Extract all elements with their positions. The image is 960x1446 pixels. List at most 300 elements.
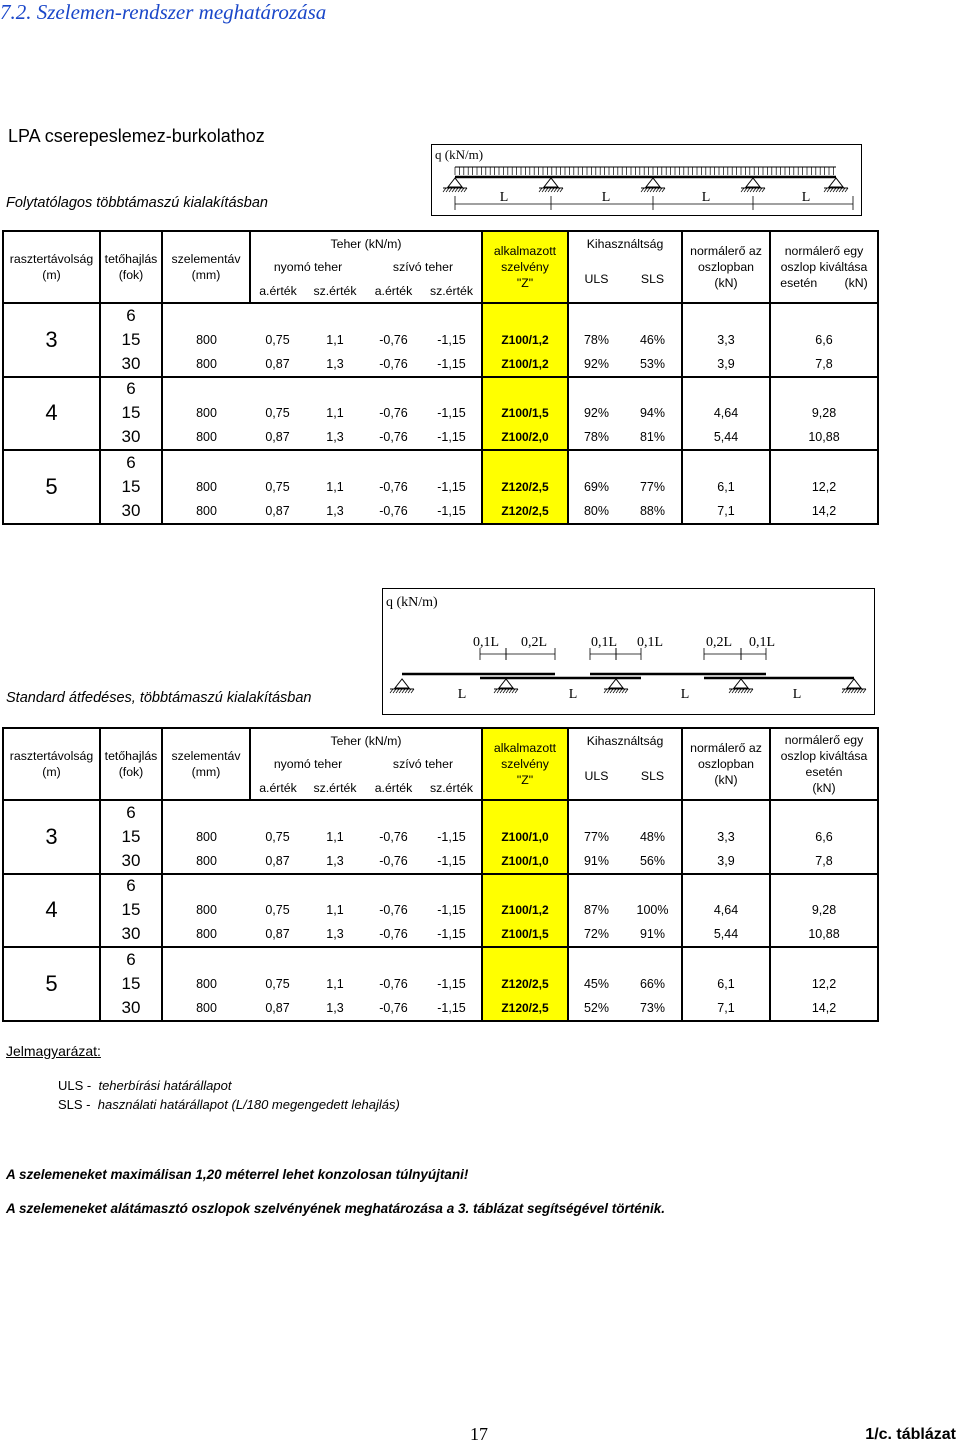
- cell-s1: 1,1: [326, 829, 344, 844]
- cell-n2: 10,88: [770, 923, 878, 948]
- overlap-label: 0,1L: [472, 635, 500, 650]
- support-hatch: [747, 689, 750, 693]
- cell-s2: -1,15: [422, 352, 482, 377]
- header-raster: rasztertávolság (m): [3, 231, 100, 303]
- slope-value: 6: [126, 876, 136, 896]
- support-hatch: [735, 689, 738, 693]
- cell-span: [162, 450, 250, 475]
- slope-value: 15: [121, 329, 141, 349]
- purlin-table-continuous: [2, 230, 879, 525]
- support-hatch: [604, 689, 607, 693]
- cell-span: [162, 947, 250, 972]
- support-hatch: [656, 188, 659, 192]
- support-hatch: [750, 188, 753, 192]
- header-profile: alkalmazott szelvény "Z": [482, 728, 568, 800]
- slope-value: 6: [126, 305, 136, 325]
- distributed-load-arrows: [455, 167, 836, 177]
- support-hatch: [848, 689, 851, 693]
- support-hatch: [732, 689, 735, 693]
- cell-z: Z120/2,5: [482, 972, 568, 997]
- cell-z: Z120/2,5: [482, 475, 568, 500]
- slope-value: 30: [100, 923, 162, 948]
- support-hatch: [762, 188, 765, 192]
- support-hatch: [512, 689, 515, 693]
- cell-a2: -0,76: [379, 406, 408, 421]
- support-hatch: [863, 689, 866, 693]
- cell-a2: -0,76: [365, 426, 422, 451]
- cell-n1: [682, 377, 770, 402]
- cell-uls: 78%: [568, 426, 624, 451]
- support-hatch: [851, 689, 854, 693]
- cell-a2: [365, 800, 422, 825]
- support-hatch: [554, 188, 557, 192]
- header-a-value: a.érték: [250, 279, 305, 303]
- support-triangle: [544, 178, 558, 187]
- cell-uls: [568, 874, 624, 899]
- support-hatch: [405, 689, 408, 693]
- header-uls: ULS: [568, 255, 624, 303]
- raster-value: 3: [3, 800, 100, 874]
- overlap-label: 0,1L: [636, 635, 664, 650]
- cell-a1: 0,75: [265, 976, 290, 991]
- header-raster: rasztertávolság (m): [3, 728, 100, 800]
- cell-a1: 0,87: [250, 499, 305, 524]
- support-hatch: [842, 188, 845, 192]
- span-label: L: [568, 687, 578, 702]
- cell-span: [162, 377, 250, 402]
- support-hatch: [464, 188, 467, 192]
- cell-z: [482, 303, 568, 328]
- table-row: [3, 475, 878, 500]
- cell-s2: [422, 800, 482, 825]
- cell-n2: [770, 450, 878, 475]
- header-normal-force-replace: normálerő egy oszlop kiváltása esetén (kN): [770, 728, 878, 800]
- support-hatch: [622, 689, 625, 693]
- span-label: L: [457, 687, 467, 702]
- overlap-label: 0,2L: [705, 635, 733, 650]
- support-hatch: [500, 689, 503, 693]
- cell-a2: -0,76: [365, 996, 422, 1021]
- cell-a2: -0,76: [379, 332, 408, 347]
- overlap-label: 0,2L: [520, 635, 548, 650]
- header-normal-force-replace: normálerő egy oszlop kiváltása esetén (kN): [770, 231, 878, 303]
- overlap-label: 0,1L: [748, 635, 776, 650]
- slope-value: 15: [121, 476, 141, 496]
- support-hatch: [747, 188, 750, 192]
- support-hatch: [842, 689, 845, 693]
- cell-a1: 0,75: [265, 406, 290, 421]
- cell-n2: 7,8: [770, 352, 878, 377]
- header-load: Teher (kN/m): [250, 231, 482, 255]
- cell-z: Z100/1,5: [482, 923, 568, 948]
- cell-z: [482, 377, 568, 402]
- cell-uls: 91%: [568, 849, 624, 874]
- support-hatch: [744, 188, 747, 192]
- support-hatch: [830, 188, 833, 192]
- cell-uls: [568, 800, 624, 825]
- cell-z: Z100/2,0: [482, 426, 568, 451]
- slope-value: 6: [126, 949, 136, 969]
- support-hatch: [744, 689, 747, 693]
- header-a-value: a.érték: [365, 279, 422, 303]
- cell-sls: 81%: [624, 426, 682, 451]
- cell-a1: 0,87: [250, 849, 305, 874]
- header-span: szelementáv (mm): [162, 231, 250, 303]
- header-normal-force: normálerő az oszlopban (kN): [682, 728, 770, 800]
- support-hatch: [641, 188, 644, 192]
- header-uls: ULS: [568, 752, 624, 800]
- cell-uls: [568, 303, 624, 328]
- cell-a1: 0,75: [265, 332, 290, 347]
- cell-a1: [250, 377, 305, 402]
- cell-s2: -1,15: [422, 923, 482, 948]
- section1-label: Folytatólagos többtámaszú kialakításban: [6, 195, 268, 211]
- raster-value: 3: [3, 303, 100, 377]
- support-triangle: [646, 178, 660, 187]
- cell-z: [482, 947, 568, 972]
- cell-n2: 9,28: [770, 401, 878, 426]
- cell-sls: 56%: [624, 849, 682, 874]
- cell-s2: [422, 874, 482, 899]
- cell-n1: [682, 947, 770, 972]
- cell-a2: -0,76: [365, 352, 422, 377]
- support-triangle: [609, 679, 623, 688]
- cell-a2: -0,76: [365, 849, 422, 874]
- cell-span: 800: [162, 898, 250, 923]
- support-hatch: [449, 188, 452, 192]
- cell-a2: [365, 874, 422, 899]
- cell-s2: -1,15: [422, 401, 482, 426]
- cell-n2: 7,8: [770, 849, 878, 874]
- support-hatch: [506, 689, 509, 693]
- support-hatch: [741, 188, 744, 192]
- cell-z: Z100/1,2: [482, 352, 568, 377]
- table-row: [3, 352, 878, 377]
- cell-n2: 10,88: [770, 426, 878, 451]
- cell-n2: [770, 377, 878, 402]
- cell-s1: 1,3: [305, 923, 365, 948]
- support-hatch: [411, 689, 414, 693]
- support-hatch: [408, 689, 411, 693]
- cell-a2: -0,76: [379, 479, 408, 494]
- cell-n2: 14,2: [770, 499, 878, 524]
- slope-value: 6: [126, 452, 136, 472]
- header-compressive: nyomó teher: [273, 757, 343, 771]
- support-hatch: [607, 689, 610, 693]
- cell-s2: -1,15: [422, 825, 482, 850]
- cell-n1: 6,1: [682, 972, 770, 997]
- span-label: L: [792, 687, 802, 702]
- slope-value: 6: [126, 379, 136, 399]
- support-hatch: [824, 188, 827, 192]
- support-hatch: [845, 689, 848, 693]
- cell-n2: 6,6: [770, 825, 878, 850]
- cell-span: [162, 874, 250, 899]
- slope-value: 15: [121, 403, 141, 423]
- cell-z: Z100/1,2: [482, 898, 568, 923]
- support-hatch: [509, 689, 512, 693]
- cell-sls: 53%: [624, 352, 682, 377]
- support-hatch: [396, 689, 399, 693]
- document-subtitle: LPA cserepeslemez-burkolathoz: [8, 126, 265, 146]
- support-hatch: [455, 188, 458, 192]
- cell-sls: 73%: [624, 996, 682, 1021]
- table-row: [3, 825, 878, 850]
- cell-uls: 78%: [583, 332, 610, 347]
- cell-z: Z100/1,0: [482, 849, 568, 874]
- cell-n1: 4,64: [682, 401, 770, 426]
- cell-z: Z120/2,5: [482, 996, 568, 1021]
- raster-value: 5: [3, 450, 100, 524]
- support-hatch: [650, 188, 653, 192]
- cell-uls: 92%: [568, 352, 624, 377]
- header-sls: SLS: [624, 255, 682, 303]
- support-hatch: [833, 188, 836, 192]
- cell-z: Z100/1,5: [482, 401, 568, 426]
- cell-span: 800: [162, 475, 250, 500]
- cell-a1: [250, 800, 305, 825]
- support-hatch: [494, 689, 497, 693]
- header-span: szelementáv (mm): [162, 728, 250, 800]
- legend-item-uls: ULS - teherbírási határállapot: [58, 1078, 232, 1093]
- cell-s1: 1,1: [326, 406, 344, 421]
- support-hatch: [616, 689, 619, 693]
- support-hatch: [402, 689, 405, 693]
- cell-s1: [305, 874, 365, 899]
- cell-span: 800: [162, 499, 250, 524]
- cell-s2: [422, 303, 482, 328]
- cell-n1: 7,1: [682, 499, 770, 524]
- support-hatch: [860, 689, 863, 693]
- cell-n2: [770, 800, 878, 825]
- cell-span: 800: [162, 849, 250, 874]
- cell-s1: [305, 800, 365, 825]
- support-hatch: [845, 188, 848, 192]
- header-utilization: Kihasználtság: [568, 231, 682, 255]
- cell-uls: 72%: [568, 923, 624, 948]
- support-hatch: [750, 689, 753, 693]
- header-suction: szívó teher: [365, 752, 482, 776]
- support-hatch: [659, 188, 662, 192]
- diagram2-load-label: q (kN/m): [386, 595, 438, 610]
- cell-s2: [422, 450, 482, 475]
- cell-s2: -1,15: [422, 898, 482, 923]
- cell-a2: -0,76: [379, 903, 408, 918]
- support-triangle: [847, 679, 861, 688]
- span-label: L: [499, 190, 509, 205]
- support-triangle: [829, 178, 843, 187]
- cell-n1: 3,9: [682, 849, 770, 874]
- support-hatch: [854, 689, 857, 693]
- support-hatch: [545, 188, 548, 192]
- cell-span: 800: [162, 401, 250, 426]
- cell-a1: 0,75: [265, 479, 290, 494]
- cell-s1: 1,3: [305, 996, 365, 1021]
- span-label: L: [801, 190, 811, 205]
- header-normal-force: normálerő az oszlopban (kN): [682, 231, 770, 303]
- cell-sls: 48%: [624, 825, 682, 850]
- support-hatch: [458, 188, 461, 192]
- support-hatch: [443, 188, 446, 192]
- table-row: [3, 303, 878, 328]
- span-dimension-line: [455, 196, 853, 210]
- cell-s1: 1,3: [305, 849, 365, 874]
- cell-s2: -1,15: [422, 426, 482, 451]
- page-title: 7.2. Szelemen-rendszer meghatározása: [0, 0, 327, 24]
- cell-a1: [250, 874, 305, 899]
- cell-a1: 0,87: [250, 426, 305, 451]
- cell-a2: [365, 450, 422, 475]
- cell-s1: 1,3: [305, 426, 365, 451]
- header-utilization: Kihasználtság: [568, 728, 682, 752]
- header-suction: szívó teher: [365, 255, 482, 279]
- raster-value: 5: [3, 947, 100, 1021]
- cell-n1: 4,64: [682, 898, 770, 923]
- support-triangle: [499, 679, 513, 688]
- cell-n1: [682, 303, 770, 328]
- support-hatch: [857, 689, 860, 693]
- support-hatch: [613, 689, 616, 693]
- cell-s2: -1,15: [422, 475, 482, 500]
- header-sz-value: sz.érték: [422, 279, 482, 303]
- cell-n1: 3,3: [682, 328, 770, 353]
- cell-a1: [250, 947, 305, 972]
- support-hatch: [610, 689, 613, 693]
- header-a-value: a.érték: [365, 776, 422, 800]
- cell-z: Z100/1,2: [482, 328, 568, 353]
- cell-a1: 0,87: [250, 923, 305, 948]
- support-hatch: [390, 689, 393, 693]
- cell-uls: 45%: [583, 976, 610, 991]
- support-hatch: [452, 188, 455, 192]
- table-row: [3, 377, 878, 402]
- header-a-value: a.érték: [250, 776, 305, 800]
- cell-n1: 5,44: [682, 923, 770, 948]
- cell-sls: [624, 947, 682, 972]
- table-row: [3, 923, 878, 948]
- table-row: [3, 947, 878, 972]
- cell-n2: [770, 947, 878, 972]
- table-row: [3, 996, 878, 1021]
- cell-a2: [365, 377, 422, 402]
- cell-n1: [682, 450, 770, 475]
- support-hatch: [560, 188, 563, 192]
- table-row: [3, 898, 878, 923]
- table-row: [3, 874, 878, 899]
- cell-uls: 87%: [583, 903, 610, 918]
- cell-n1: 3,3: [682, 825, 770, 850]
- table-row: [3, 849, 878, 874]
- cell-s2: -1,15: [422, 499, 482, 524]
- support-hatch: [647, 188, 650, 192]
- header-sz-value: sz.érték: [305, 776, 365, 800]
- cell-uls: [568, 377, 624, 402]
- cell-sls: [624, 800, 682, 825]
- support-hatch: [399, 689, 402, 693]
- cell-a1: [250, 303, 305, 328]
- header-profile: alkalmazott szelvény "Z": [482, 231, 568, 303]
- cell-uls: 52%: [568, 996, 624, 1021]
- cell-s2: [422, 377, 482, 402]
- cell-s1: 1,3: [305, 499, 365, 524]
- cell-sls: 46%: [624, 328, 682, 353]
- cell-uls: 69%: [583, 479, 610, 494]
- header-load: Teher (kN/m): [250, 728, 482, 752]
- cell-uls: 80%: [568, 499, 624, 524]
- header-sz-value: sz.érték: [422, 776, 482, 800]
- cell-a1: 0,87: [250, 996, 305, 1021]
- span-label: L: [701, 190, 711, 205]
- continuous-beam-diagram: [431, 144, 863, 217]
- cell-s1: [305, 303, 365, 328]
- support-triangle: [448, 178, 462, 187]
- legend-item-sls: SLS - használati határállapot (L/180 megengedett lehajlás): [58, 1097, 400, 1112]
- support-hatch: [836, 188, 839, 192]
- cell-s1: 1,1: [326, 903, 344, 918]
- table-reference: 1/c. táblázat: [865, 1426, 956, 1443]
- slope-value: 6: [126, 802, 136, 822]
- support-hatch: [539, 188, 542, 192]
- table-row: [3, 401, 878, 426]
- cell-s2: -1,15: [422, 972, 482, 997]
- cell-s2: -1,15: [422, 849, 482, 874]
- cell-sls: 94%: [624, 401, 682, 426]
- table-row: [3, 800, 878, 825]
- support-hatch: [625, 689, 628, 693]
- support-triangle: [734, 679, 748, 688]
- overlap-beam-diagram: [382, 588, 876, 716]
- cell-span: 800: [162, 328, 250, 353]
- cell-span: 800: [162, 825, 250, 850]
- cell-uls: [568, 947, 624, 972]
- table-row: [3, 426, 878, 451]
- section2-label: Standard átfedéses, többtámaszú kialakításban: [6, 690, 312, 706]
- legend-title: Jelmagyarázat:: [6, 1043, 101, 1059]
- header-sls: SLS: [624, 752, 682, 800]
- cell-n2: 6,6: [770, 328, 878, 353]
- cell-a1: 0,87: [250, 352, 305, 377]
- support-triangle: [746, 178, 760, 187]
- cell-span: 800: [162, 996, 250, 1021]
- cell-n2: 9,28: [770, 898, 878, 923]
- header-sz-value: sz.érték: [305, 279, 365, 303]
- support-hatch: [461, 188, 464, 192]
- support-hatch: [729, 689, 732, 693]
- cell-sls: [624, 303, 682, 328]
- slope-value: 30: [100, 996, 162, 1021]
- cell-n2: [770, 303, 878, 328]
- support-hatch: [753, 188, 756, 192]
- purlin-table-overlap: [2, 727, 879, 1022]
- slope-value: 30: [100, 426, 162, 451]
- cell-a1: 0,75: [265, 829, 290, 844]
- cell-n2: 12,2: [770, 972, 878, 997]
- support-hatch: [827, 188, 830, 192]
- raster-value: 4: [3, 377, 100, 451]
- cell-a1: 0,75: [265, 903, 290, 918]
- cell-n1: 6,1: [682, 475, 770, 500]
- cell-z: [482, 874, 568, 899]
- cell-n1: 5,44: [682, 426, 770, 451]
- cell-sls: 88%: [624, 499, 682, 524]
- slope-value: 30: [100, 499, 162, 524]
- overlapping-beams: [402, 674, 854, 678]
- cell-span: 800: [162, 426, 250, 451]
- cell-a2: [365, 303, 422, 328]
- cell-n2: [770, 874, 878, 899]
- cell-s1: [305, 450, 365, 475]
- span-label: L: [680, 687, 690, 702]
